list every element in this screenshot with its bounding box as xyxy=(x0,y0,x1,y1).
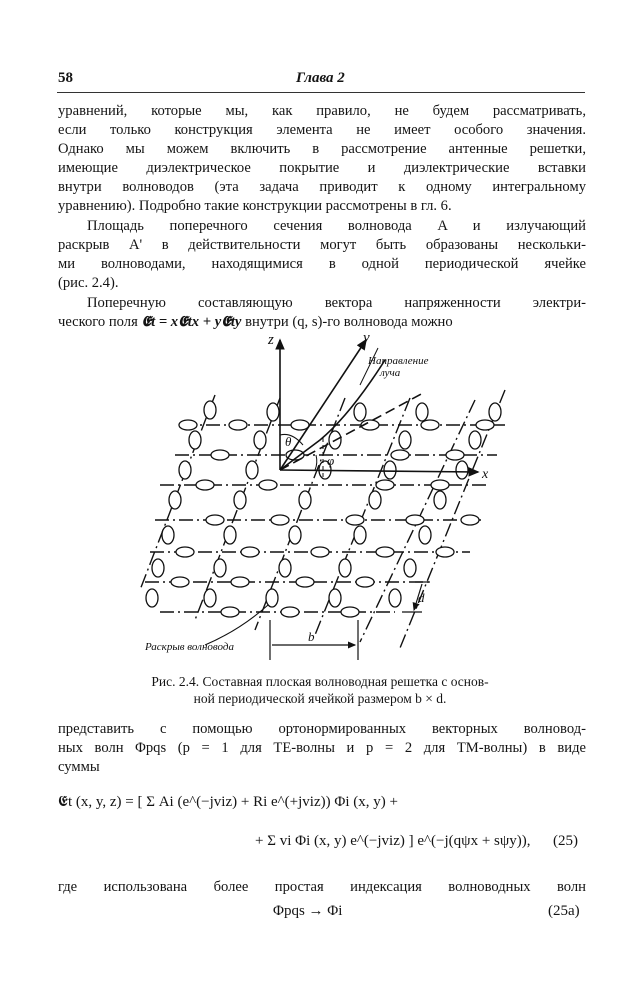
header-rule xyxy=(57,92,585,93)
equation-25-line-2: + Σ vi Φi (x, y) e^(−jviz) ] e^(−j(qψx + sψy)), xyxy=(255,833,531,849)
label-b: b xyxy=(308,629,315,644)
paragraph-5: где использована более простая индексация волноводных волн xyxy=(58,879,586,895)
paragraph-1-line-2: если только конструкция элемента не имеет особого значения. xyxy=(58,122,586,138)
page-number: 58 xyxy=(58,70,73,86)
figure-caption-line-1: Рис. 2.4. Составная плоская волноводная решетка с основ- xyxy=(151,674,489,689)
inline-formula-et: 𝕰t = x𝕰tx + y𝕰ty xyxy=(141,314,242,330)
equation-25a-number: (25a) xyxy=(548,903,580,919)
paragraph-1-line-4: имеющие диэлектрическое покрытие и диэлектрические вставки xyxy=(58,160,586,176)
paragraph-3-line-2-start: ческого поля xyxy=(58,314,138,330)
label-direction-1: Направление xyxy=(368,355,429,367)
figure-caption xyxy=(110,673,530,707)
paragraph-4-line-2: ных волн Φpqs (p = 1 для TE-волны и p = 2 для TM-волны) в виде xyxy=(58,740,586,756)
paragraph-2-line-4: (рис. 2.4). xyxy=(58,275,119,291)
paragraph-1-line-6: уравнению). Подробно такие конструкции рассмотрены в гл. 6. xyxy=(58,198,452,214)
paragraph-2-line-2: раскрыв A' в действительности могут быть образованы нескольки- xyxy=(58,237,586,253)
paragraph-4-line-1: представить с помощью ортонормированных векторных волновод- xyxy=(58,721,586,737)
label-aperture: Раскрыв волновода xyxy=(145,641,234,653)
figure-waveguide-array xyxy=(140,330,520,662)
paragraph-4-line-3: суммы xyxy=(58,759,100,775)
figure-caption-line-2: ной периодической ячейкой размером b × d. xyxy=(193,691,447,706)
chapter-title: Глава 2 xyxy=(296,70,345,86)
paragraph-2-line-3: ми волноводами, находящимися в одной периодической ячейке xyxy=(58,256,586,272)
label-theta: θ xyxy=(285,434,292,449)
equation-25-number: (25) xyxy=(553,833,578,849)
paragraph-3-line-1: Поперечную составляющую вектора напряженности электри- xyxy=(87,295,586,311)
paragraph-2-line-1: Площадь поперечного сечения волновода A и излучающий xyxy=(87,218,586,234)
paragraph-1-line-5: внутри волноводов (эта задача приводит к одному интегральному xyxy=(58,179,586,195)
label-d: d xyxy=(418,590,425,605)
equation-25-line-1: 𝕰t (x, y, z) = [ Σ Ai (e^(−jviz) + Ri e^(+jviz)) Φi (x, y) + xyxy=(58,794,398,810)
equation-25a: Φpqs → Φi xyxy=(273,903,343,919)
label-direction-2: луча xyxy=(380,367,401,379)
label-y: y xyxy=(363,330,370,346)
paragraph-1-line-3: Однако мы можем включить в рассмотрение антенные решетки, xyxy=(58,141,586,157)
label-x: x xyxy=(482,467,489,482)
paragraph-1-line-1: уравнений, которые мы, как правило, не будем рассматривать, xyxy=(58,103,586,119)
label-z: z xyxy=(268,332,274,348)
waveguide-apertures xyxy=(146,401,501,617)
paragraph-3-line-2-end: внутри (q, s)-го волновода можно xyxy=(245,314,453,330)
label-phi: φ xyxy=(327,453,335,468)
